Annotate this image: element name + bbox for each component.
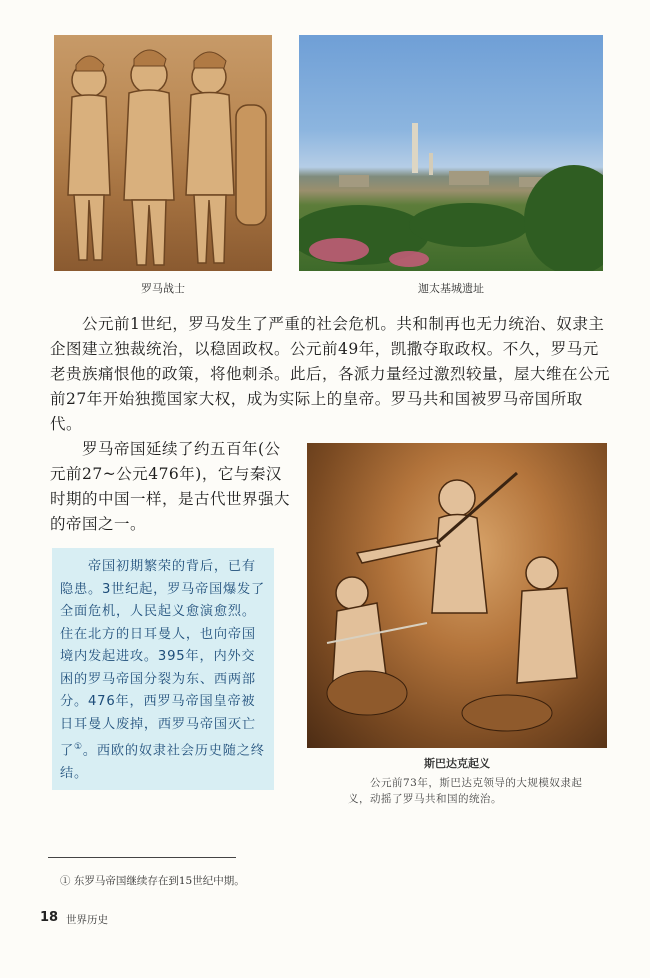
sidebar-text <box>60 556 268 785</box>
carthage-caption: 迦太基城遗址 <box>418 282 484 295</box>
footnote-marker: ① <box>74 742 83 752</box>
carthage-ruins-image <box>299 35 603 271</box>
spartacus-caption: 斯巴达克起义 <box>424 757 490 770</box>
spartacus-description: 公元前73年，斯巴达克领导的大规模奴隶起义，动摇了罗马共和国的统治。 <box>348 777 583 805</box>
spartacus-revolt-image <box>307 443 607 748</box>
battle-scene-illustration <box>307 443 607 748</box>
body-paragraph-1: 公元前1世纪，罗马发生了严重的社会危机。共和制再也无力统治、奴隶主企图建立独裁统治，以稳固政权。公元前49年，凯撒夺取政权。不久，罗马元老贵族痛恨他的政策，将他刺杀。此后，各派力量经过激烈较量，屋大维在公元前27年开始独揽国家大权，成为实际上的皇帝。罗马共和国被罗马帝国所取代。 <box>50 315 611 433</box>
relief-figures-illustration <box>54 35 272 271</box>
ruins-landscape-illustration <box>299 35 603 271</box>
sidebar-text-end: 。西欧的奴隶社会历史随之终结。 <box>60 743 265 781</box>
roman-soldiers-image <box>54 35 272 271</box>
footnote-text: ① 东罗马帝国继续存在到15世纪中期。 <box>60 875 245 887</box>
soldiers-caption: 罗马战士 <box>141 282 185 295</box>
sidebar-text-main: 帝国初期繁荣的背后，已有隐患。3世纪起，罗马帝国爆发了全面危机，人民起义愈演愈烈。住在北方的日耳曼人，也向帝国境内发起进攻。395年，内外交困的罗马帝国分裂为东、西两部分。476年，西罗马帝国皇帝被日耳曼人废掉，西罗马帝国灭亡了 <box>60 559 266 759</box>
page-number: 18 <box>40 910 59 925</box>
book-title: 世界历史 <box>66 914 108 926</box>
footnote-divider <box>48 857 236 858</box>
body-paragraph-2: 罗马帝国延续了约五百年(公元前27~公元476年)，它与秦汉时期的中国一样，是古代世界强大的帝国之一。 <box>50 440 291 533</box>
